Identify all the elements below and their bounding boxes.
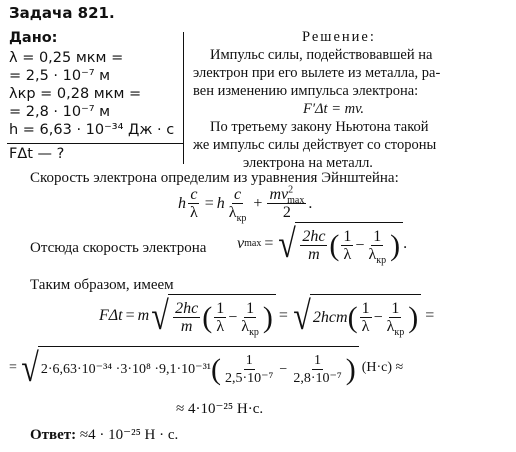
solution-para1-line2: электрон при его вылете из металла, ра- [193,65,441,81]
solution-para1-line1: Импульс силы, подействовавшей на [210,47,433,63]
given-line-5: h = 6,63 · 10⁻³⁴ Дж · с [9,122,175,138]
frac-kinetic-energy: $\frac{mv^2_{max}}{2}$ [269,184,305,221]
solution-para2-line2: же импульс силы действует со стороны [193,137,437,153]
speed-formula: v max = √ $\frac{2hc}{m}$ ( $\frac{1}{\lambda}$ − $\frac{1}{\lambda_{кр}}$ ) . [237,221,408,267]
given-divider-horizontal [7,143,183,144]
speed-radical: √ $\frac{2hc}{m}$ ( $\frac{1}{\lambda}$ − $\frac{1}{\lambda_{кр}}$ ) [276,222,403,266]
given-line-3: λкр = 0,28 мкм = [9,86,142,102]
answer-value: ≈4 · 10⁻²⁵ Н · с. [79,427,179,443]
given-heading: Дано: [9,30,58,46]
solution-para1-line3: вен изменению импульса электрона: [193,83,419,99]
given-line-4: = 2,8 · 10⁻⁷ м [9,104,111,120]
impulse-radical-1: √ $\frac{2hc}{m}$ ( $\frac{1}{\lambda}$ − $\frac{1}{\lambda_{кр}}$ ) [149,294,276,338]
given-line-1: λ = 0,25 мкм = [9,50,124,66]
problem-title: Задача 821. [9,4,115,22]
solution-para2-line1: По третьему закону Ньютона такой [210,119,429,135]
speed-intro: Отсюда скорость электрона [30,240,207,256]
answer-label: Ответ: [30,427,77,443]
impulse-radical-2: √ 2hcm ( $\frac{1}{\lambda}$ − $\frac{1}{\lambda_{кр}}$ ) [291,294,421,338]
approx-result: ≈ 4·10⁻²⁵ Н·с. [176,401,264,417]
thus-text: Таким образом, имеем [30,277,174,293]
einstein-equation: h $\frac{c}{\lambda}$ = h $\frac{c}{\lambda_{кр}}$ + $\frac{mv^2_{max}}{2}$ . [178,184,313,225]
given-line-2: = 2,5 · 10⁻⁷ м [9,68,111,84]
solution-para2-line3: электрона на металл. [243,155,373,171]
solution-heading: Решение: [302,29,376,45]
find-line: FΔt — ? [9,146,65,162]
frac-c-lambda: $\frac{c}{\lambda}$ [190,186,198,221]
einstein-intro: Скорость электрона определим из уравнения Эйнштейна: [30,170,399,186]
frac-c-lambda-kr: $\frac{c}{\lambda_{кр}}$ [228,186,247,225]
answer-line [30,425,178,444]
numeric-radicand: 2·6,63·10⁻³⁴ ·3·10⁸ ·9,1·10⁻³¹ [40,362,211,377]
units: (Н·с) ≈ [361,360,404,375]
numeric-formula: = √ 2·6,63·10⁻³⁴ ·3·10⁸ ·9,1·10⁻³¹ ( $\frac{1}{\text{2,5·10⁻⁷}}$ − $\frac{1}{\text{2,8·10⁻⁷}}$ ) (Н·с) ≈ [9,345,404,390]
momentum-equation: F′Δt = mv. [303,101,365,117]
numeric-radical: √ 2·6,63·10⁻³⁴ ·3·10⁸ ·9,1·10⁻³¹ ( $\frac{1}{\text{2,5·10⁻⁷}}$ − $\frac{1}{\text{2,8·10⁻⁷}}$ ) [19,346,359,390]
eq-h: h [178,194,186,212]
impulse-formula: FΔt = m √ $\frac{2hc}{m}$ ( $\frac{1}{\lambda}$ − $\frac{1}{\lambda_{кр}}$ ) = √ 2hcm ( $\frac{1}{\lambda}$ − $\frac{1}{\lambda_{кр}}$ ) = [99,293,435,339]
given-divider-vertical [183,32,184,164]
